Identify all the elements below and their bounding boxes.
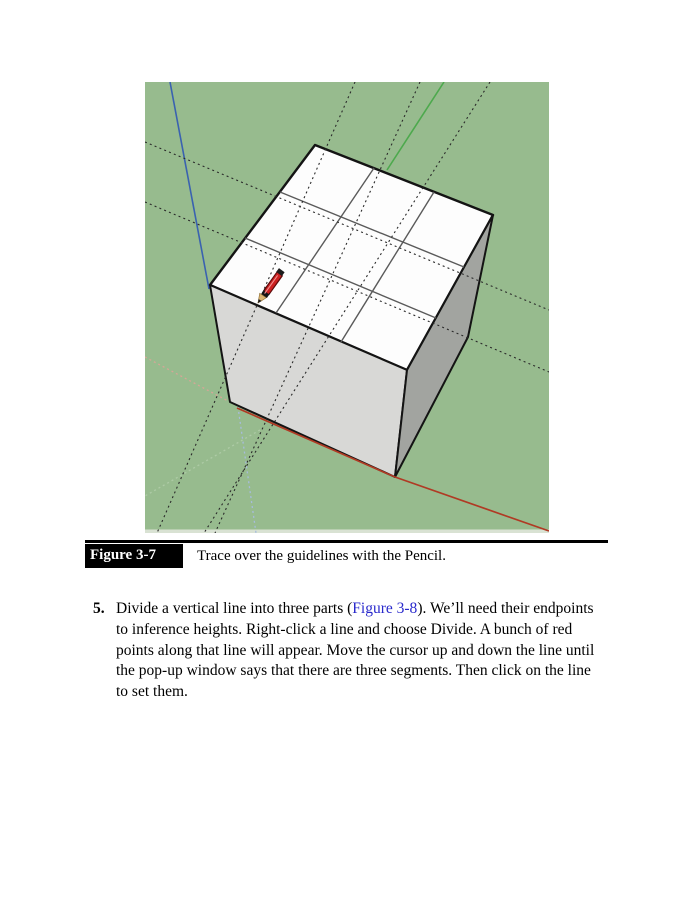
step-number: 5. [93,600,105,617]
step-text-after-link: ). We’ll need their endpoints to inference heights. Right-click a line and choose Divide. A bunch of red points along that line will appear. Move the cursor up and down the line until the pop-up window says that there are three segments. Then click on the line to set them. [116,600,595,701]
step-5-item [93,599,601,703]
sketchup-screenshot [145,82,549,533]
figure-3-8-link[interactable]: Figure 3-8 [352,600,418,617]
caption-rule [85,540,608,543]
pencil-end-cap [279,270,282,274]
figure-caption-text: Trace over the guidelines with the Pencil. [197,548,446,564]
step-text-before-link: Divide a vertical line into three parts ( [116,600,353,617]
step-text [116,599,601,703]
figure-label: Figure 3-7 [85,544,183,568]
figure-caption [85,544,608,568]
sketchup-viewport [145,82,549,533]
